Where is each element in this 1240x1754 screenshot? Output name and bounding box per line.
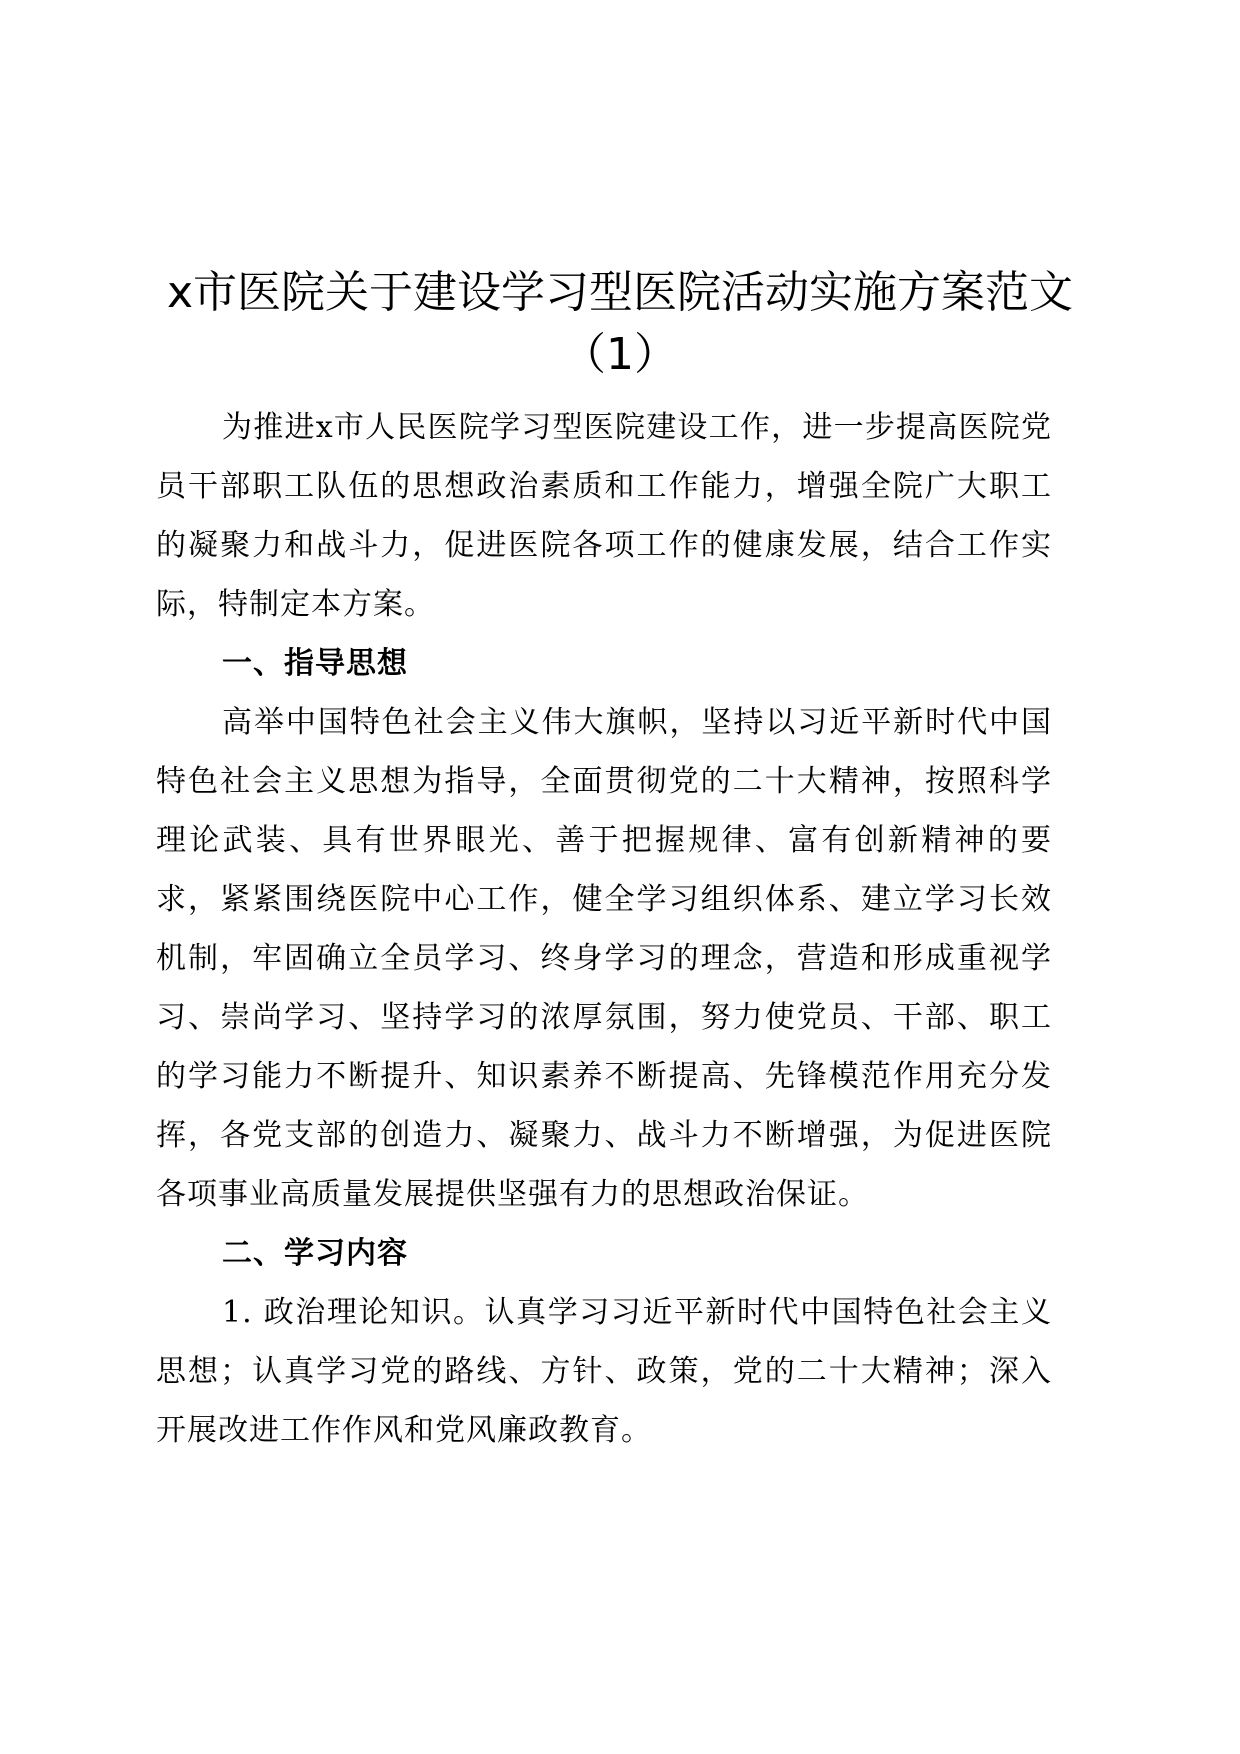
section-heading-learning-content: 二、学习内容 bbox=[222, 1236, 408, 1271]
document-title: x市医院关于建设学习型医院活动实施方案范文（1） bbox=[166, 267, 1074, 380]
section-paragraph-guiding-ideology: 高举中国特色社会主义伟大旗帜，坚持以习近平新时代中国特色社会主义思想为指导，全面贯彻党的二十大精神，按照科学理论武装、具有世界眼光、善于把握规律、富有创新精神的要求，紧紧围绕医院中心工作，健全学习组织体系、建立学习长效机制，牢固确立全员学习、终身学习的理念，营造和形成重视学习、崇尚学习、坚持学习的浓厚氛围，努力使党员、干部、职工的学习能力不断提升、知识素养不断提高、先锋模范作用充分发挥，各党支部的创造力、凝聚力、战斗力不断增强，为促进医院各项事业高质量发展提供坚强有力的思想政治保证。 bbox=[156, 705, 1052, 1212]
section-paragraph-political-theory: 1. 政治理论知识。认真学习习近平新时代中国特色社会主义思想；认真学习党的路线、方针、政策，党的二十大精神；深入开展改进工作作风和党风廉政教育。 bbox=[156, 1295, 1052, 1448]
section-heading-guiding-ideology: 一、指导思想 bbox=[222, 646, 408, 681]
intro-paragraph: 为推进x市人民医院学习型医院建设工作，进一步提高医院党员干部职工队伍的思想政治素质和工作能力，增强全院广大职工的凝聚力和战斗力，促进医院各项工作的健康发展，结合工作实际，特制定本方案。 bbox=[156, 410, 1052, 622]
document-body bbox=[156, 398, 1052, 1460]
